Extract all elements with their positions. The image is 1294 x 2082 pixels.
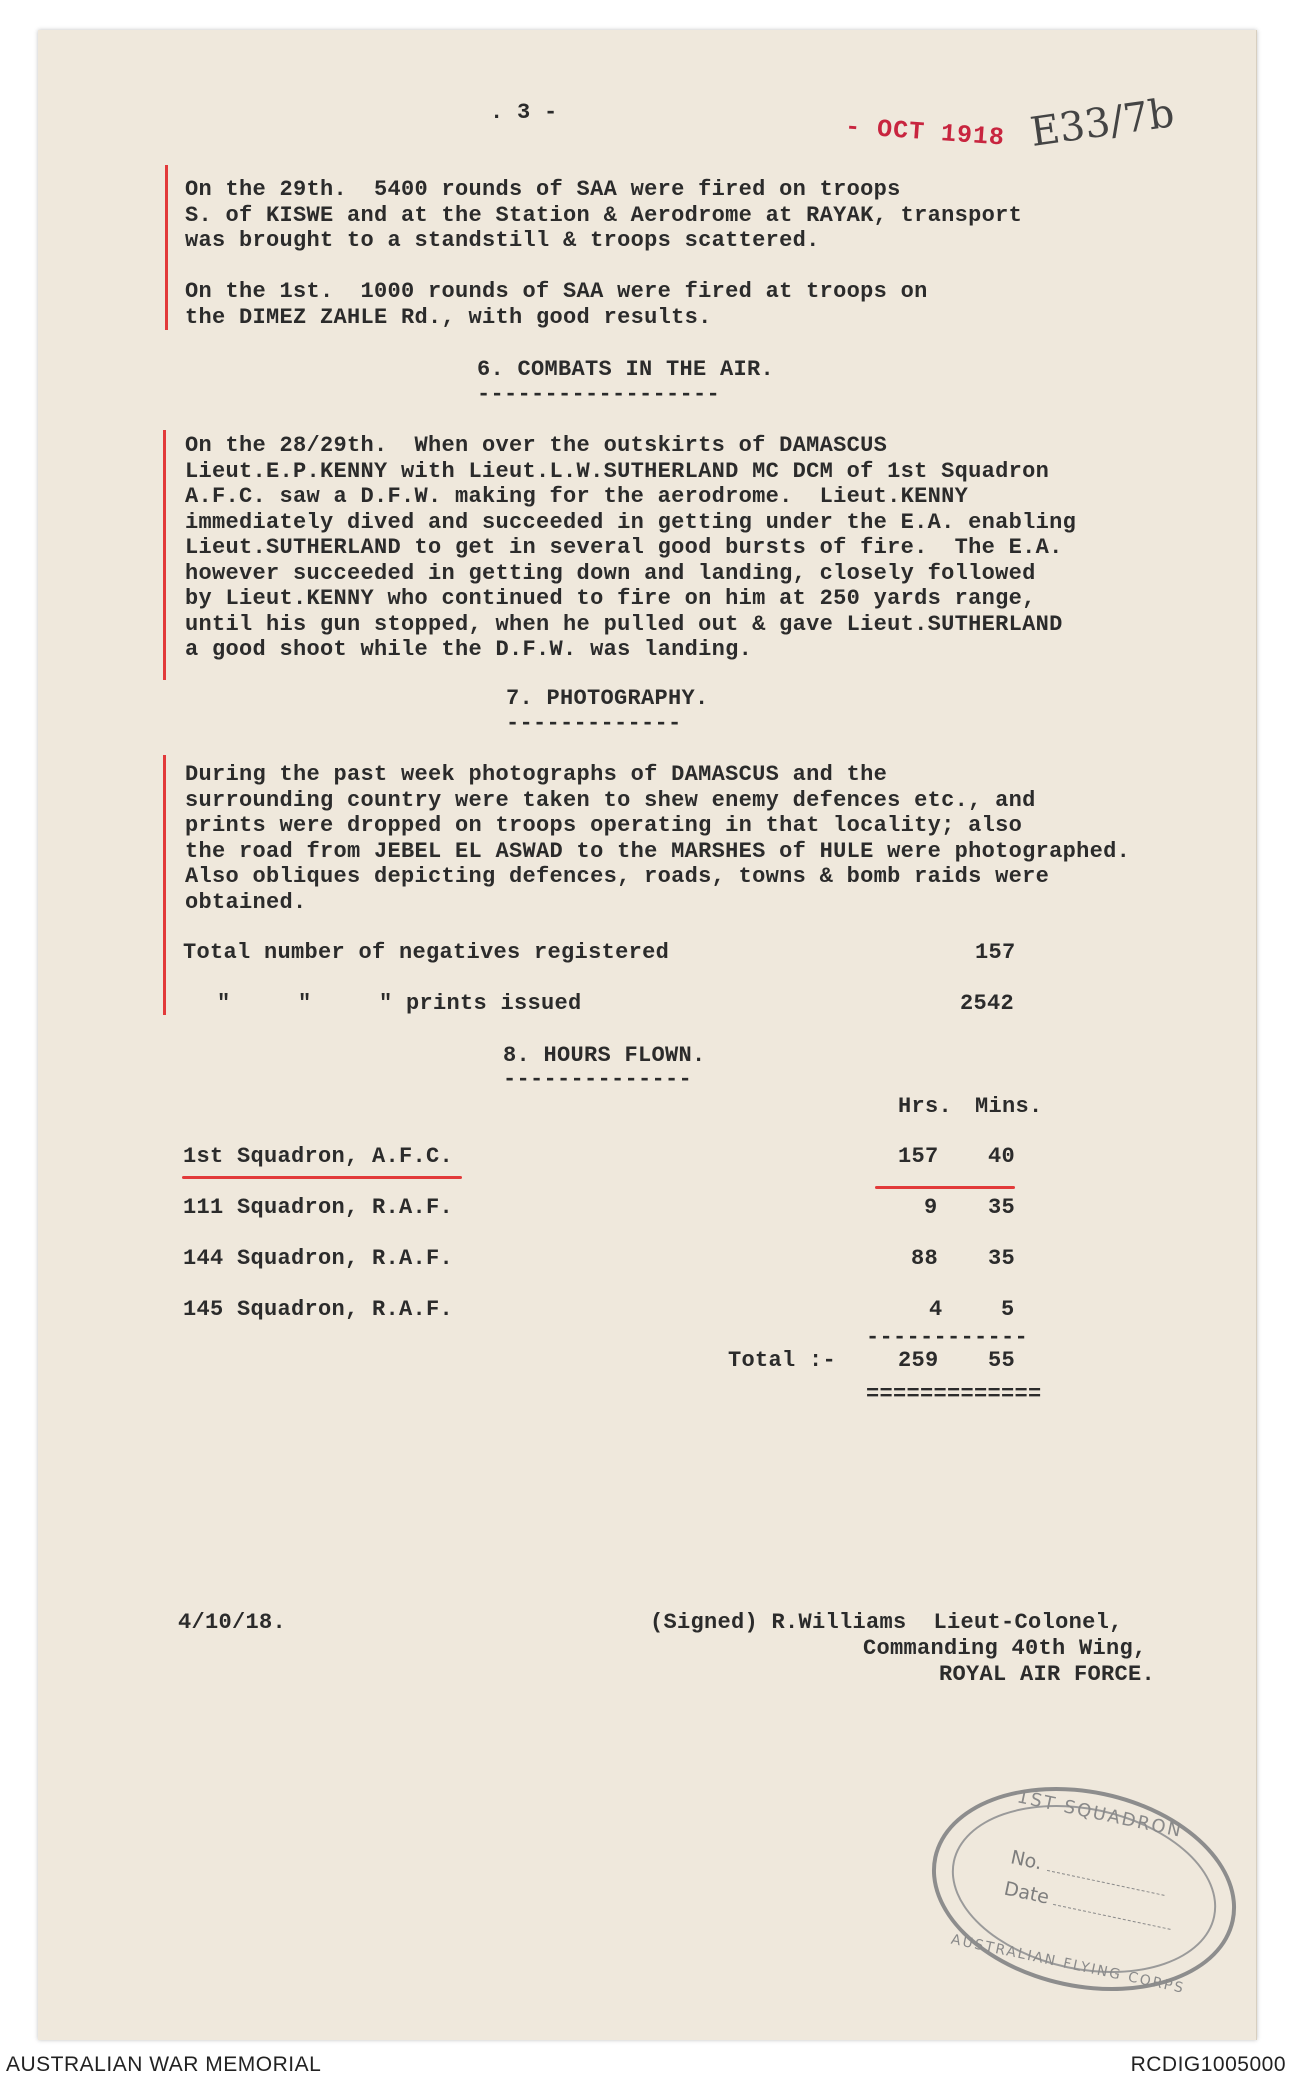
- signature-command: Commanding 40th Wing,: [863, 1636, 1147, 1661]
- paragraph-saa-1st: On the 1st. 1000 rounds of SAA were fired at troops on the DIMEZ ZAHLE Rd., with good results.: [185, 279, 928, 330]
- table-row-unit: 145 Squadron, R.A.F.: [183, 1297, 454, 1322]
- header-hrs: Hrs.: [898, 1094, 953, 1119]
- margin-mark: [163, 755, 166, 1015]
- negatives-value: 157: [975, 940, 1016, 965]
- document-date: 4/10/18.: [178, 1610, 287, 1635]
- red-underline: [182, 1176, 462, 1179]
- paragraph-saa-29th: On the 29th. 5400 rounds of SAA were fired on troops S. of KISWE and at the Station & Aerodrome at RAYAK, transport was brought to a standstill & troops scattered.: [185, 177, 1023, 253]
- seal-bottom-text: AUSTRALIAN FLYING CORPS: [949, 1931, 1187, 1997]
- total-double-rule: =============: [866, 1382, 1042, 1407]
- footer-record-id: RCDIG1005000: [1130, 2053, 1286, 2076]
- total-mins: 55: [988, 1348, 1016, 1373]
- total-hrs: 259: [898, 1348, 939, 1373]
- prints-label: " " " prints issued: [217, 991, 582, 1016]
- table-row-hrs: 4: [929, 1297, 943, 1322]
- heading-combats-rule: ------------------: [477, 382, 721, 407]
- table-row-mins: 35: [988, 1246, 1016, 1271]
- seal-no-label: No.: [1008, 1846, 1045, 1875]
- paragraph-photography: During the past week photographs of DAMASCUS and the surrounding country were taken to shew enemy defences etc., and prints were dropped on troops operating in that locality; also the road from JEBEL EL ASWAD to the MARSHES of HULE were photographed. Also obliques depicting defences, roads, towns & bomb raids were obtained.: [185, 762, 1131, 915]
- total-label: Total :-: [728, 1348, 837, 1373]
- document-page: [38, 30, 1257, 2040]
- table-row-unit: 1st Squadron, A.F.C.: [183, 1144, 454, 1169]
- total-dash-rule: ------------: [866, 1325, 1029, 1350]
- handwritten-reference: E33/7b: [1027, 90, 1178, 156]
- heading-hours: 8. HOURS FLOWN.: [503, 1043, 706, 1068]
- negatives-label: Total number of negatives registered: [183, 940, 670, 965]
- header-mins: Mins.: [975, 1094, 1043, 1119]
- footer-archive-name: AUSTRALIAN WAR MEMORIAL: [6, 2053, 322, 2076]
- signature-unit: ROYAL AIR FORCE.: [939, 1662, 1156, 1687]
- seal-date-label: Date: [1002, 1877, 1052, 1909]
- table-row-unit: 144 Squadron, R.A.F.: [183, 1246, 454, 1271]
- margin-mark: [163, 430, 166, 680]
- heading-photography-rule: -------------: [506, 711, 682, 736]
- page-number: . 3 -: [490, 100, 558, 125]
- table-row-hrs: 88: [911, 1246, 939, 1271]
- table-row-mins: 35: [988, 1195, 1016, 1220]
- table-row-hrs: 157: [898, 1144, 939, 1169]
- table-row-mins: 5: [1001, 1297, 1015, 1322]
- heading-combats: 6. COMBATS IN THE AIR.: [477, 357, 775, 382]
- date-stamp: - OCT 1918: [844, 112, 1006, 153]
- paragraph-combats: On the 28/29th. When over the outskirts of DAMASCUS Lieut.E.P.KENNY with Lieut.L.W.SUTHERLAND MC DCM of 1st Squadron A.F.C. saw a D.F.W. making for the aerodrome. Lieut.KENNY immediately dived and succeeded in getting under the E.A. enabling Lieut.SUTHERLAND to get in several good bursts of fire. The E.A. however succeeded in getting down and landing, closely followed by Lieut.KENNY who continued to fire on him at 250 yards range, until his gun stopped, when he pulled out & gave Lieut.SUTHERLAND a good shoot while the D.F.W. was landing.: [185, 433, 1077, 662]
- margin-mark: [165, 165, 168, 330]
- table-row-unit: 111 Squadron, R.A.F.: [183, 1195, 454, 1220]
- heading-photography: 7. PHOTOGRAPHY.: [506, 686, 709, 711]
- prints-value: 2542: [960, 991, 1015, 1016]
- table-row-mins: 40: [988, 1144, 1016, 1169]
- heading-hours-rule: --------------: [503, 1067, 693, 1092]
- signature-line: (Signed) R.Williams Lieut-Colonel,: [650, 1610, 1123, 1635]
- red-underline: [875, 1186, 1015, 1189]
- seal-top-text: 1ST SQUADRON: [1015, 1786, 1185, 1842]
- table-row-hrs: 9: [924, 1195, 938, 1220]
